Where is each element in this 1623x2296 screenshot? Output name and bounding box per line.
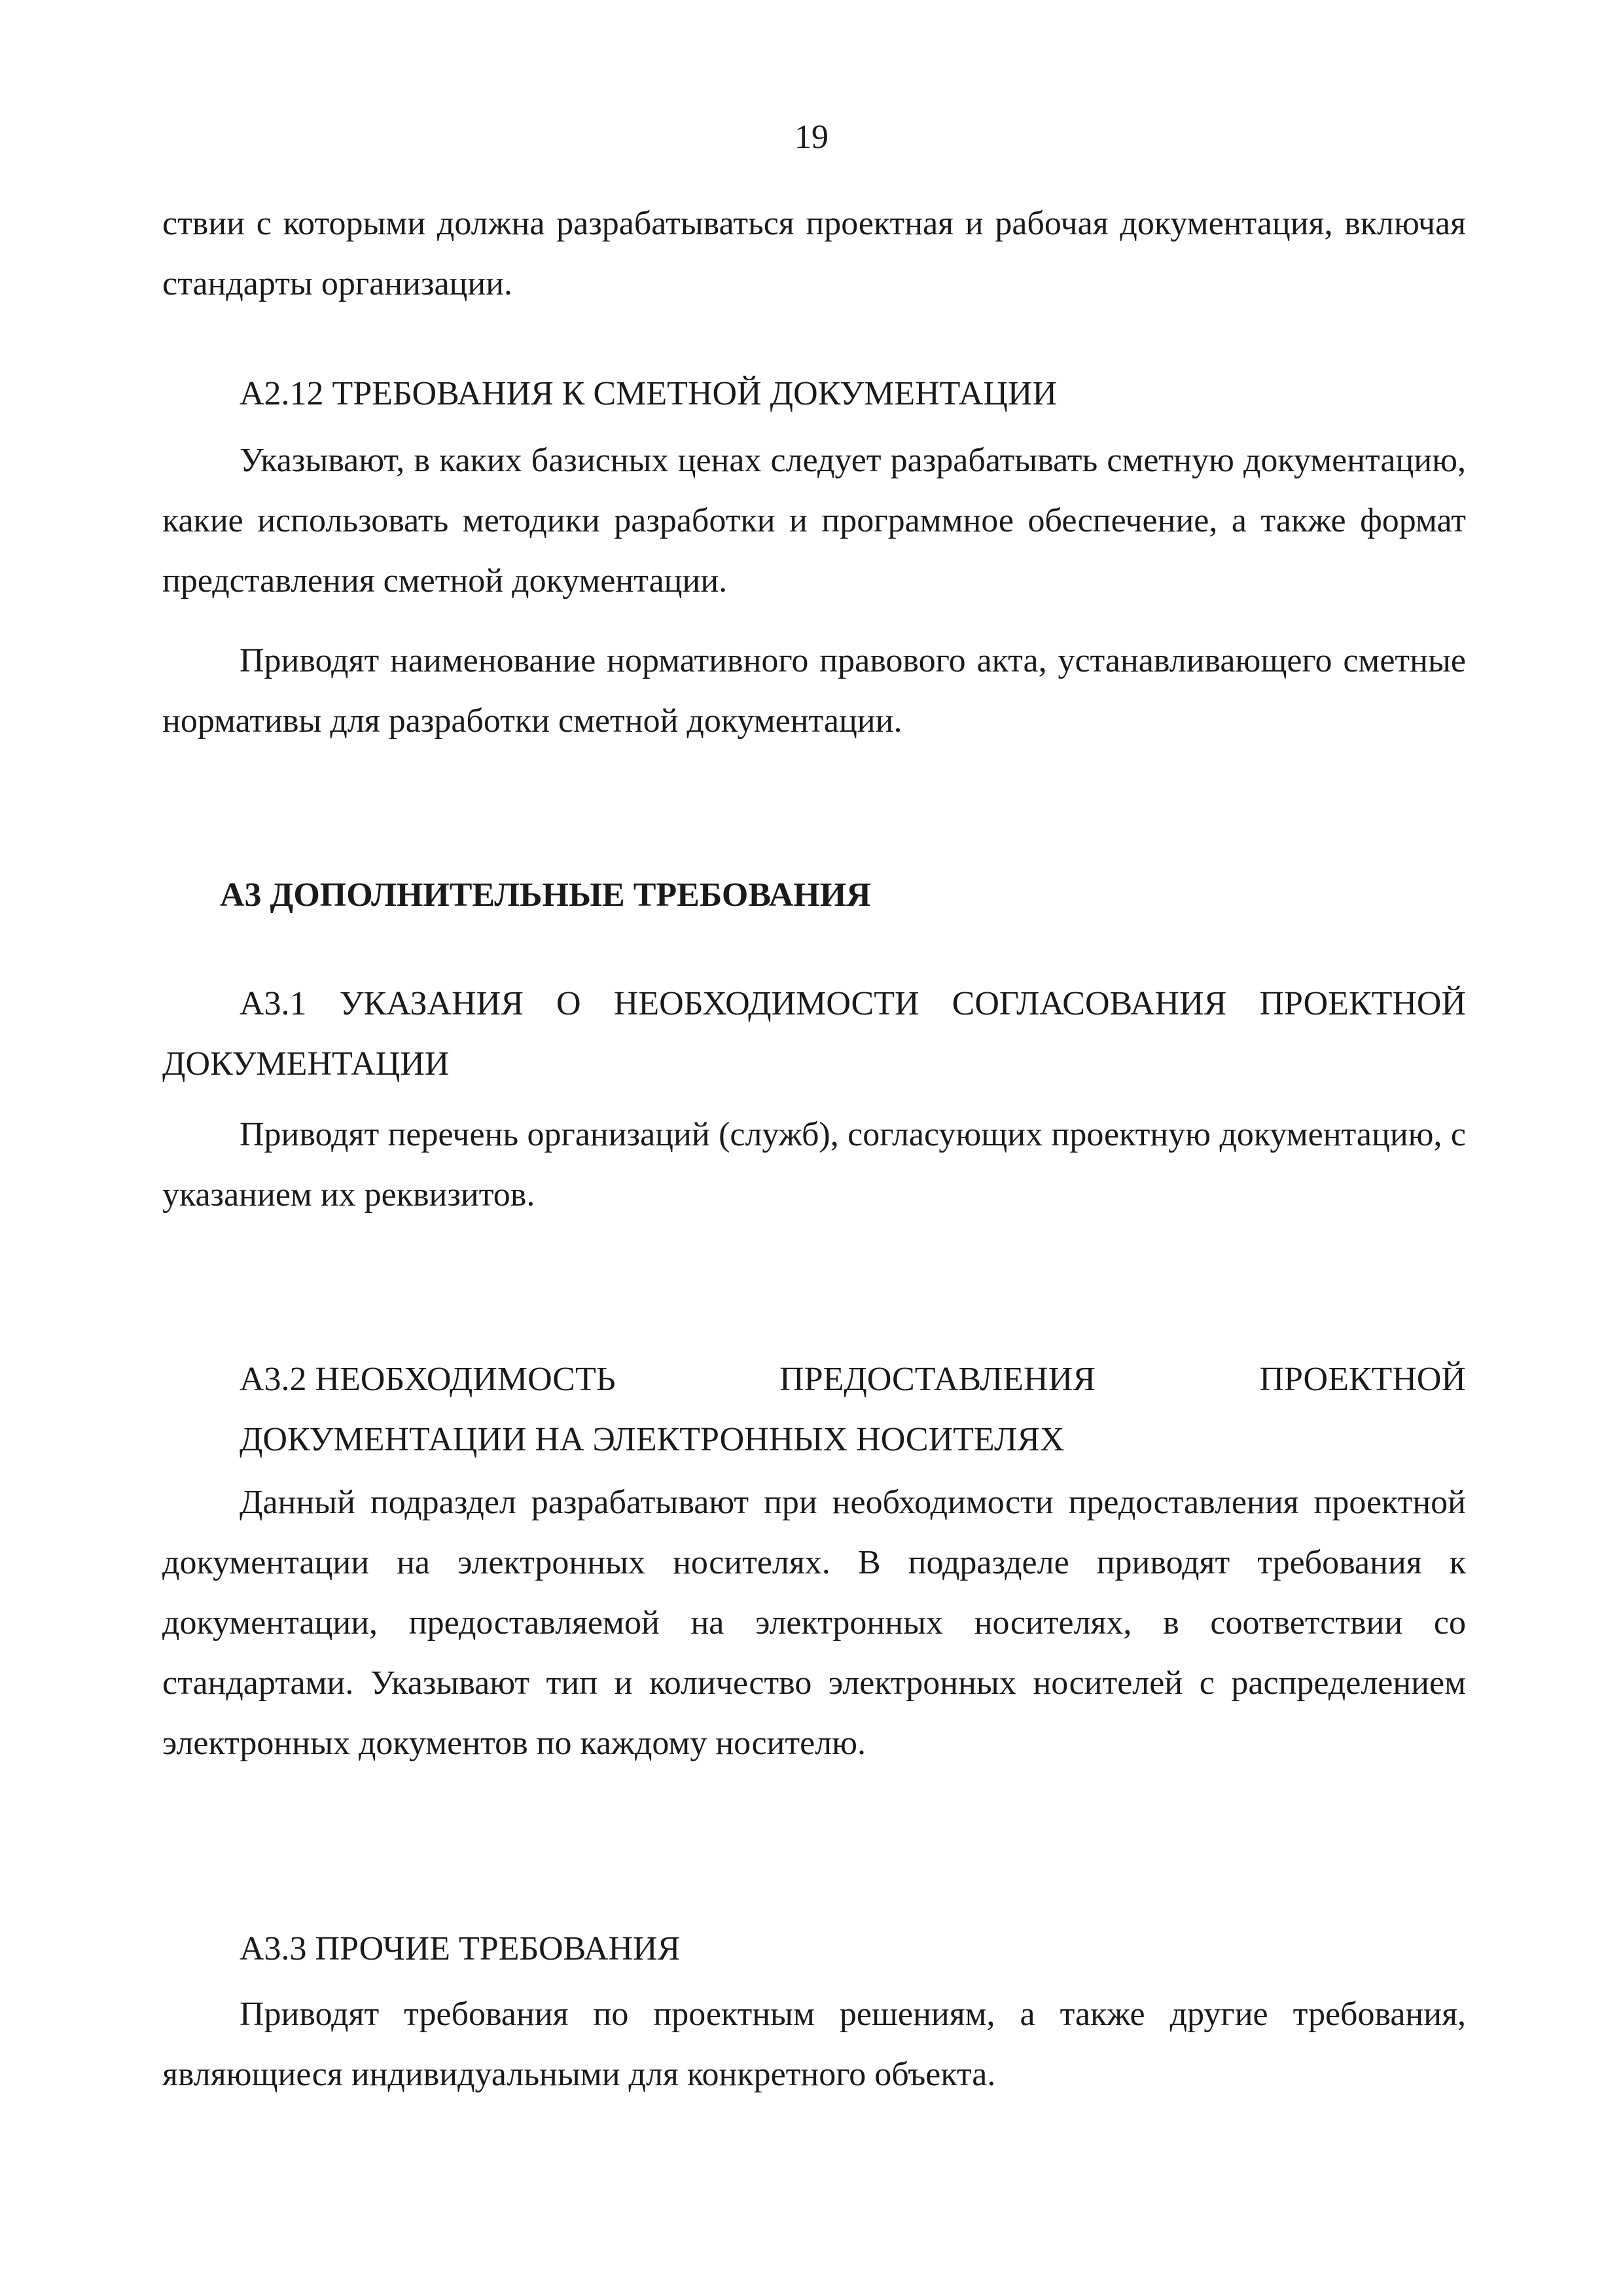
section-a3-1-heading: А3.1 УКАЗАНИЯ О НЕОБХОДИМОСТИ СОГЛАСОВАНИЯ ПРОЕКТНОЙ ДОКУМЕНТАЦИИ — [162, 985, 1466, 1083]
section-a2-12-paragraph-1: Указывают, в каких базисных ценах следует разрабатывать сметную документацию, какие использовать методики разработки и программное обеспечение, а также формат представления сметной документации. — [162, 442, 1466, 600]
section-a3-3-paragraph-1: Приводят требования по проектным решениям, а также другие требования, являющиеся индивидуальными для конкретного объекта. — [162, 1996, 1466, 2093]
section-a3-2-heading-word-2: ПРЕДОСТАВЛЕНИЯ — [779, 1361, 1096, 1398]
page-number: 19 — [794, 118, 829, 156]
section-a2-12-heading: А2.12 ТРЕБОВАНИЯ К СМЕТНОЙ ДОКУМЕНТАЦИИ — [240, 375, 1058, 412]
section-a2-12-paragraph-2: Приводят наименование нормативного правового акта, устанавливающего сметные нормативы для разработки сметной документации. — [162, 642, 1466, 740]
section-a3-3-heading: А3.3 ПРОЧИЕ ТРЕБОВАНИЯ — [240, 1930, 681, 1967]
section-a3-heading: А3 ДОПОЛНИТЕЛЬНЫЕ ТРЕБОВАНИЯ — [220, 876, 871, 914]
section-a3-1-paragraph-1: Приводят перечень организаций (служб), согласующих проектную документацию, с указанием их реквизитов. — [162, 1116, 1466, 1213]
section-a3-2-heading-word-1: А3.2 НЕОБХОДИМОСТЬ — [240, 1361, 616, 1398]
section-a3-2-heading-line-1 — [240, 1350, 1466, 1410]
section-a3-2-heading-line-2: ДОКУМЕНТАЦИИ НА ЭЛЕКТРОННЫХ НОСИТЕЛЯХ — [240, 1421, 1065, 1458]
section-a3-2-heading-word-3: ПРОЕКТНОЙ — [1259, 1361, 1466, 1398]
section-a3-2-paragraph-1: Данный подраздел разрабатывают при необходимости предоставления проектной документации на электронных носителях. В подразделе приводят требования к документации, предоставляемой на электронных носителях, в соответствии со стандартами. Указывают тип и количество электронных носителей с распределением электронных документов по каждому носителю. — [162, 1484, 1466, 1762]
continuation-paragraph: ствии с которыми должна разрабатываться проектная и рабочая документация, включая стандарты организации. — [162, 205, 1466, 302]
